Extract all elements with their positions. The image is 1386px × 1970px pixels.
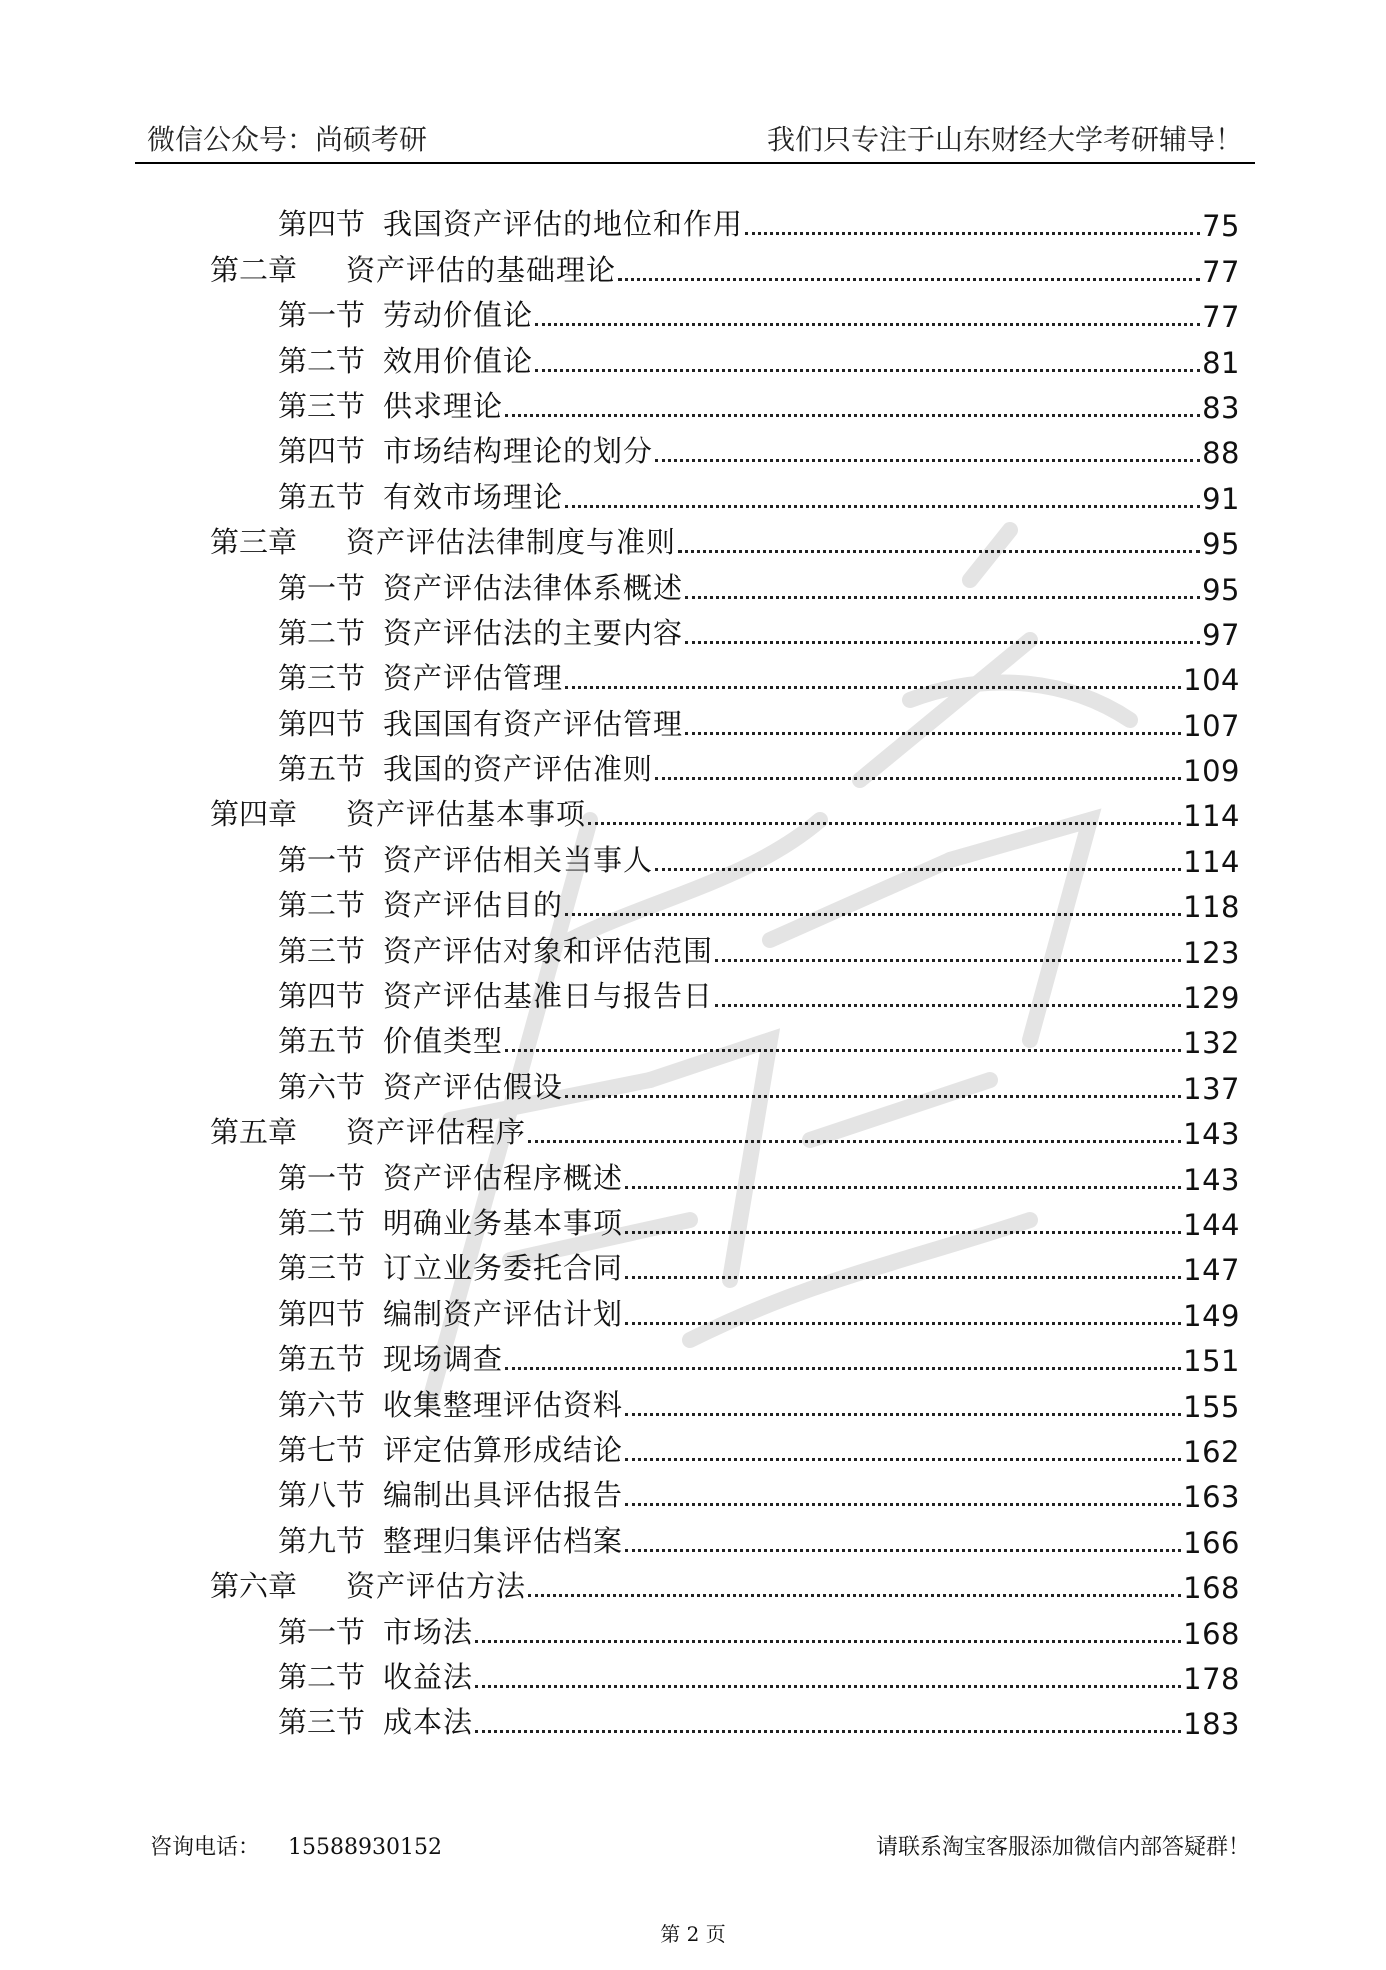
toc-entry-title: 资产评估的基础理论 <box>346 252 617 287</box>
toc-dot-leader <box>565 686 1181 689</box>
toc-entry-number: 第一节 <box>278 1614 366 1649</box>
toc-dot-leader <box>625 1276 1181 1279</box>
toc-section-row[interactable] <box>210 652 1240 697</box>
toc-entry-page: 83 <box>1202 390 1240 425</box>
toc-entry-page: 109 <box>1183 754 1240 789</box>
toc-entry-title: 劳动价值论 <box>383 298 534 333</box>
toc-dot-leader <box>528 1594 1181 1597</box>
footer-phone-number: 15588930152 <box>288 1835 442 1860</box>
toc-section-row[interactable] <box>210 1333 1240 1378</box>
toc-section-row[interactable] <box>210 470 1240 515</box>
toc-entry-number: 第五节 <box>278 752 366 787</box>
toc-entry-title: 资产评估方法 <box>346 1569 527 1604</box>
toc-section-row[interactable] <box>210 924 1240 969</box>
toc-entry-number: 第二节 <box>278 1205 366 1240</box>
toc-entry-page: 81 <box>1202 345 1240 380</box>
toc-dot-leader <box>475 1685 1181 1688</box>
toc-entry-page: 183 <box>1183 1707 1240 1742</box>
toc-dot-leader <box>655 459 1200 462</box>
toc-entry-title: 编制资产评估计划 <box>383 1296 624 1331</box>
toc-entry-number: 第五节 <box>278 1024 366 1059</box>
toc-entry-title: 我国资产评估的地位和作用 <box>383 207 744 242</box>
header-wechat-account: 微信公众号：尚硕考研 <box>147 123 428 156</box>
toc-entry-number: 第五章 <box>210 1115 298 1150</box>
toc-section-row[interactable] <box>210 1060 1240 1105</box>
toc-dot-leader <box>565 505 1200 508</box>
toc-section-row[interactable] <box>210 1197 1240 1242</box>
toc-entry-number: 第一节 <box>278 298 366 333</box>
toc-entry-page: 114 <box>1183 799 1240 834</box>
toc-entry-title: 市场法 <box>383 1614 474 1649</box>
toc-chapter-row[interactable] <box>210 788 1240 833</box>
toc-entry-title: 资产评估假设 <box>383 1069 564 1104</box>
toc-entry-title: 资产评估法律体系概述 <box>383 570 684 605</box>
toc-entry-number: 第四节 <box>278 434 366 469</box>
toc-dot-leader <box>505 1367 1181 1370</box>
toc-dot-leader <box>535 323 1200 326</box>
toc-entry-number: 第六节 <box>278 1069 366 1104</box>
toc-entry-number: 第二节 <box>278 615 366 650</box>
toc-chapter-row[interactable] <box>210 243 1240 288</box>
toc-entry-page: 168 <box>1183 1571 1240 1606</box>
toc-entry-page: 104 <box>1183 663 1240 698</box>
toc-entry-number: 第九节 <box>278 1523 366 1558</box>
toc-dot-leader <box>618 278 1200 281</box>
toc-section-row[interactable] <box>210 198 1240 243</box>
toc-section-row[interactable] <box>210 289 1240 334</box>
toc-entry-number: 第四节 <box>278 207 366 242</box>
toc-entry-title: 我国国有资产评估管理 <box>383 706 684 741</box>
toc-entry-title: 市场结构理论的划分 <box>383 434 654 469</box>
footer-contact <box>150 1830 442 1861</box>
toc-entry-number: 第六章 <box>210 1569 298 1604</box>
toc-entry-page: 114 <box>1183 844 1240 879</box>
footer-phone-label: 咨询电话： <box>150 1835 261 1860</box>
toc-entry-title: 资产评估相关当事人 <box>383 842 654 877</box>
toc-dot-leader <box>625 1413 1181 1416</box>
toc-entry-page: 166 <box>1183 1525 1240 1560</box>
toc-entry-page: 118 <box>1183 890 1240 925</box>
table-of-contents <box>210 198 1240 1741</box>
toc-entry-page: 155 <box>1183 1389 1240 1424</box>
toc-section-row[interactable] <box>210 561 1240 606</box>
toc-section-row[interactable] <box>210 1242 1240 1287</box>
toc-dot-leader <box>685 732 1181 735</box>
toc-dot-leader <box>655 777 1181 780</box>
toc-section-row[interactable] <box>210 970 1240 1015</box>
toc-entry-title: 资产评估法的主要内容 <box>383 615 684 650</box>
toc-entry-number: 第三章 <box>210 525 298 560</box>
toc-entry-page: 129 <box>1183 981 1240 1016</box>
toc-entry-title: 资产评估程序概述 <box>383 1160 624 1195</box>
toc-entry-page: 144 <box>1183 1207 1240 1242</box>
toc-entry-number: 第五节 <box>278 479 366 514</box>
toc-entry-page: 107 <box>1183 708 1240 743</box>
toc-entry-title: 收益法 <box>383 1659 474 1694</box>
toc-entry-page: 147 <box>1183 1253 1240 1288</box>
toc-dot-leader <box>625 1549 1181 1552</box>
toc-dot-leader <box>685 641 1200 644</box>
toc-entry-title: 价值类型 <box>383 1024 504 1059</box>
toc-entry-title: 我国的资产评估准则 <box>383 752 654 787</box>
toc-entry-number: 第一节 <box>278 570 366 605</box>
toc-entry-page: 163 <box>1183 1480 1240 1515</box>
toc-dot-leader <box>625 1186 1181 1189</box>
toc-entry-number: 第二节 <box>278 888 366 923</box>
toc-entry-number: 第四章 <box>210 797 298 832</box>
toc-entry-title: 编制出具评估报告 <box>383 1478 624 1513</box>
toc-dot-leader <box>625 1458 1181 1461</box>
toc-entry-number: 第三节 <box>278 388 366 423</box>
toc-entry-page: 178 <box>1183 1661 1240 1696</box>
toc-chapter-row[interactable] <box>210 516 1240 561</box>
toc-entry-title: 评定估算形成结论 <box>383 1432 624 1467</box>
toc-dot-leader <box>565 913 1181 916</box>
toc-entry-title: 明确业务基本事项 <box>383 1205 624 1240</box>
toc-section-row[interactable] <box>210 1605 1240 1650</box>
toc-entry-page: 151 <box>1183 1344 1240 1379</box>
toc-section-row[interactable] <box>210 879 1240 924</box>
toc-entry-number: 第六节 <box>278 1387 366 1422</box>
toc-dot-leader <box>475 1640 1181 1643</box>
toc-entry-title: 收集整理评估资料 <box>383 1387 624 1422</box>
toc-entry-page: 91 <box>1202 481 1240 516</box>
toc-entry-page: 77 <box>1202 254 1240 289</box>
toc-section-row[interactable] <box>210 697 1240 742</box>
toc-dot-leader <box>505 1049 1181 1052</box>
toc-entry-page: 168 <box>1183 1616 1240 1651</box>
toc-entry-title: 整理归集评估档案 <box>383 1523 624 1558</box>
toc-dot-leader <box>588 822 1181 825</box>
toc-entry-page: 75 <box>1202 209 1240 244</box>
toc-entry-title: 供求理论 <box>383 388 504 423</box>
toc-entry-number: 第八节 <box>278 1478 366 1513</box>
toc-dot-leader <box>685 596 1200 599</box>
toc-entry-page: 77 <box>1202 300 1240 335</box>
toc-entry-page: 149 <box>1183 1298 1240 1333</box>
toc-dot-leader <box>625 1322 1181 1325</box>
toc-section-row[interactable] <box>210 1424 1240 1469</box>
toc-dot-leader <box>625 1503 1181 1506</box>
toc-entry-page: 88 <box>1202 436 1240 471</box>
toc-entry-title: 订立业务委托合同 <box>383 1251 624 1286</box>
toc-entry-title: 有效市场理论 <box>383 479 564 514</box>
toc-dot-leader <box>625 1231 1181 1234</box>
toc-entry-page: 143 <box>1183 1162 1240 1197</box>
toc-section-row[interactable] <box>210 1287 1240 1332</box>
page-footer <box>150 1830 1250 1870</box>
toc-dot-leader <box>528 1140 1181 1143</box>
toc-entry-title: 资产评估基准日与报告日 <box>383 979 714 1014</box>
header-slogan: 我们只专注于山东财经大学考研辅导！ <box>766 123 1243 156</box>
toc-section-row[interactable] <box>210 743 1240 788</box>
toc-dot-leader <box>715 1004 1181 1007</box>
toc-entry-page: 95 <box>1202 527 1240 562</box>
toc-entry-page: 132 <box>1183 1026 1240 1061</box>
toc-section-row[interactable] <box>210 1015 1240 1060</box>
toc-dot-leader <box>565 1095 1181 1098</box>
toc-entry-number: 第三节 <box>278 661 366 696</box>
toc-section-row[interactable] <box>210 607 1240 652</box>
toc-entry-title: 资产评估管理 <box>383 661 564 696</box>
toc-entry-title: 资产评估程序 <box>346 1115 527 1150</box>
toc-entry-number: 第四节 <box>278 979 366 1014</box>
toc-chapter-row[interactable] <box>210 1560 1240 1605</box>
toc-entry-number: 第三节 <box>278 933 366 968</box>
toc-dot-leader <box>745 232 1200 235</box>
toc-dot-leader <box>655 868 1181 871</box>
toc-entry-page: 123 <box>1183 935 1240 970</box>
toc-dot-leader <box>535 369 1200 372</box>
toc-section-row[interactable] <box>210 1696 1240 1741</box>
toc-section-row[interactable] <box>210 833 1240 878</box>
toc-entry-title: 现场调查 <box>383 1342 504 1377</box>
toc-entry-number: 第五节 <box>278 1342 366 1377</box>
toc-entry-title: 成本法 <box>383 1705 474 1740</box>
toc-section-row[interactable] <box>210 1651 1240 1696</box>
footer-note: 请联系淘宝客服添加微信内部答疑群！ <box>875 1835 1250 1860</box>
page-number: 第 2 页 <box>660 1922 726 1946</box>
toc-entry-page: 97 <box>1202 617 1240 652</box>
toc-section-row[interactable] <box>210 1378 1240 1423</box>
toc-dot-leader <box>678 550 1200 553</box>
toc-entry-title: 资产评估对象和评估范围 <box>383 933 714 968</box>
toc-entry-page: 162 <box>1183 1434 1240 1469</box>
toc-entry-number: 第二节 <box>278 1659 366 1694</box>
toc-entry-title: 资产评估法律制度与准则 <box>346 525 677 560</box>
toc-entry-page: 143 <box>1183 1117 1240 1152</box>
toc-entry-number: 第三节 <box>278 1251 366 1286</box>
toc-dot-leader <box>715 959 1181 962</box>
toc-section-row[interactable] <box>210 380 1240 425</box>
toc-entry-number: 第三节 <box>278 1705 366 1740</box>
toc-entry-number: 第一节 <box>278 1160 366 1195</box>
toc-entry-title: 效用价值论 <box>383 343 534 378</box>
toc-entry-number: 第二节 <box>278 343 366 378</box>
toc-entry-title: 资产评估基本事项 <box>346 797 587 832</box>
toc-entry-page: 95 <box>1202 572 1240 607</box>
toc-chapter-row[interactable] <box>210 1106 1240 1151</box>
toc-section-row[interactable] <box>210 1514 1240 1559</box>
toc-entry-number: 第四节 <box>278 706 366 741</box>
toc-entry-number: 第四节 <box>278 1296 366 1331</box>
toc-entry-page: 137 <box>1183 1071 1240 1106</box>
toc-dot-leader <box>475 1730 1181 1733</box>
toc-dot-leader <box>505 414 1200 417</box>
toc-entry-number: 第七节 <box>278 1432 366 1467</box>
toc-entry-number: 第二章 <box>210 252 298 287</box>
toc-entry-number: 第一节 <box>278 842 366 877</box>
toc-section-row[interactable] <box>210 1469 1240 1514</box>
page-header <box>135 118 1255 164</box>
toc-section-row[interactable] <box>210 334 1240 379</box>
toc-section-row[interactable] <box>210 425 1240 470</box>
toc-section-row[interactable] <box>210 1151 1240 1196</box>
toc-entry-title: 资产评估目的 <box>383 888 564 923</box>
